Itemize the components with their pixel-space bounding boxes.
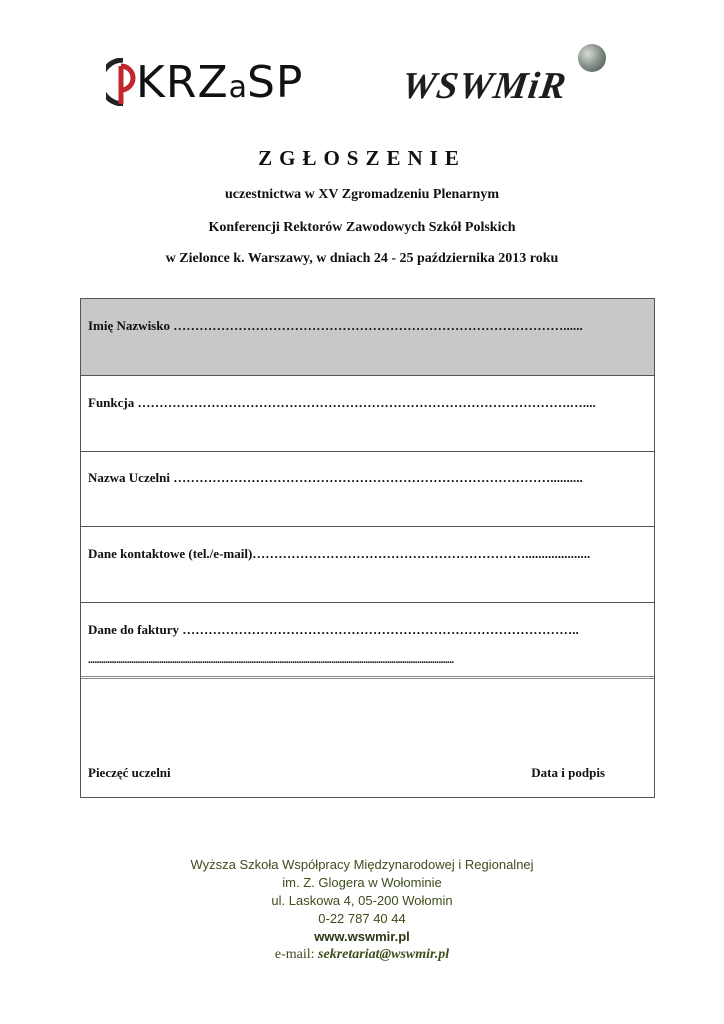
wswmir-logo-text: WSWMiR (399, 65, 570, 107)
krzasp-mark-icon (106, 58, 140, 106)
krzasp-logo (106, 56, 328, 110)
name-field[interactable]: Imię Nazwisko ………………………………………………………………………………...... (88, 318, 583, 333)
wswmir-logo (399, 44, 634, 107)
email-link[interactable]: sekretariat@wswmir.pl (318, 947, 450, 962)
footer (0, 856, 724, 964)
invoice-dots[interactable]: .......................................................................................................................................................................... (88, 654, 454, 666)
invoice-row (81, 603, 654, 679)
footer-patron: im. Z. Glogera w Wołominie (282, 875, 442, 890)
footer-website-link[interactable]: www.wswmir.pl (314, 929, 410, 944)
globe-icon (578, 44, 606, 72)
document-title: ZGŁOSZENIE (258, 146, 466, 170)
subtitle-line-1: uczestnictwa w XV Zgromadzeniu Plenarnym (224, 187, 500, 202)
subtitle-line-3: w Zielonce k. Warszawy, w dniach 24 - 25 października 2013 roku (165, 251, 559, 266)
subtitle-line-2: Konferencji Rektorów Zawodowych Szkół Polskich (208, 220, 516, 235)
footer-email (0, 946, 724, 964)
footer-phone: 0-22 787 40 44 (318, 911, 406, 926)
signature-label: Data i podpis (531, 765, 605, 780)
contact-row (81, 527, 654, 603)
function-row (81, 376, 654, 452)
contact-field[interactable]: Dane kontaktowe (tel./e-mail)……………………………………………………….................... (88, 546, 591, 561)
function-field[interactable]: Funkcja ……………………………………………………………………………………….….... (88, 395, 596, 410)
krzasp-logo-text: KRZaSP (136, 57, 304, 108)
school-field[interactable]: Nazwa Uczelni …………………………………………………………………………….......... (88, 470, 583, 485)
signature-row (81, 679, 654, 797)
invoice-field[interactable]: Dane do faktury ……………………………………………………………………………….. (88, 622, 579, 637)
email-label: e-mail: (274, 947, 319, 962)
footer-address: ul. Laskowa 4, 05-200 Wołomin (271, 893, 453, 908)
school-row (81, 452, 654, 527)
registration-form (80, 298, 655, 798)
stamp-label: Pieczęć uczelni (88, 765, 171, 780)
name-row (81, 299, 654, 376)
footer-school-name: Wyższa Szkoła Współpracy Międzynarodowej i Regionalnej (190, 857, 534, 872)
